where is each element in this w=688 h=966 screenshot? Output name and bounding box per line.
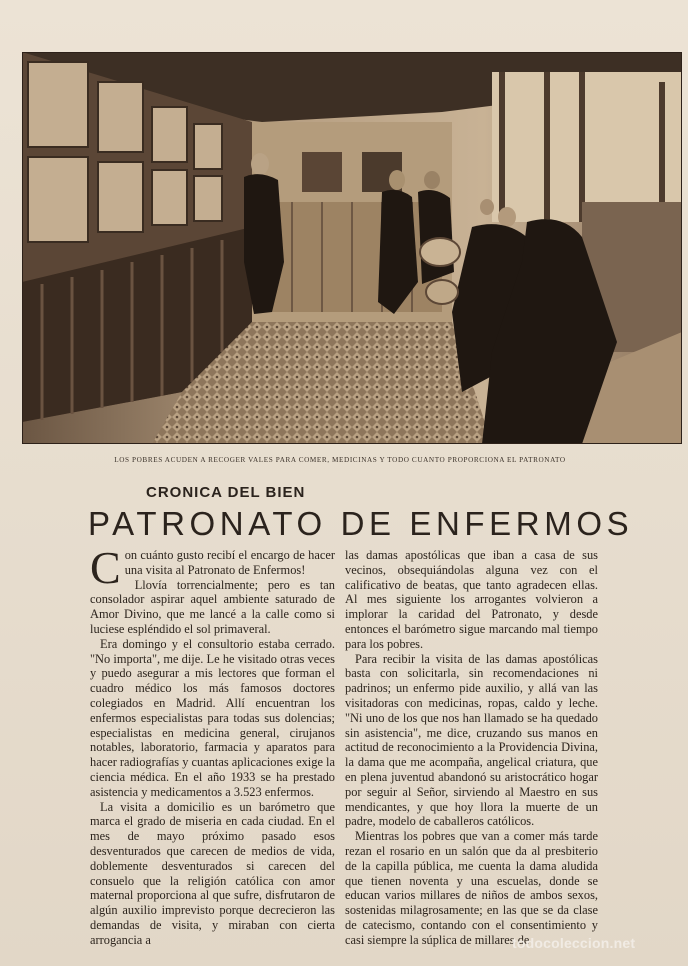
article-column-left: [90, 542, 335, 948]
article-headline: PATRONATO DE ENFERMOS: [88, 505, 634, 542]
sepia-photograph: [22, 52, 682, 444]
watermark: todocoleccion.net: [512, 935, 636, 951]
article-paragraph: las damas apostólicas que iban a casa de sus vecinos, obsequiándolas alguna vez con el calificativo de beatas, que tanto agradecen ellas. Al mes siguiente los arrogantes volvieron a implorar la caridad del Patronato, y desde entonces el barómetro sigue marcando mal tiempo para los pobres.: [345, 548, 598, 651]
article-paragraph: Llovía torrencialmente; pero es tan consolador aspirar aquel ambiente saturado de Amor Divino, que me lancé a la calle como si luciese espléndido el sol primaveral.: [90, 577, 335, 636]
article-column-right: [345, 548, 598, 948]
article-paragraph: Para recibir la visita de las damas apostólicas basta con solicitarla, sin recomendaciones ni padrinos; un enfermo pide auxilio, y allá van las visitadoras con medicinas, ropas, caldo y leche. "Ni uno de los que nos han llamado se ha quedado sin asistencia", me dice, cruzando sus manos en actitud de reconocimiento a la Providencia Divina, la dama que me acompaña, angelical criatura, que en plena juventud abandonó su aristocrático hogar por seguir al Señor, sirviendo al Maestro en sus mendicantes, y que hoy llora la muerte de un padre, modelo de caballeros católicos.: [345, 651, 598, 829]
section-kicker: CRONICA DEL BIEN: [146, 484, 306, 501]
article-paragraph: Mientras los pobres que van a comer más tarde rezan el rosario en un salón que da al presbiterio de la capilla pública, me cuenta la dama aludida que tienen noventa y una escuelas, donde se educan varios millares de niños de ambos sexos, sostenidas milagrosamente; en las que se da clase de catecismo, contando con el consentimiento y casi siempre la súplica de millares de: [345, 829, 598, 947]
drop-cap: C: [90, 542, 121, 593]
article-paragraph: La visita a domicilio es un barómetro que marca el grado de miseria en cada ciudad. En el mes de mayo próximo pasado esos desventurados que carecen de medios de vida, doblemente desventurados si carecen del consuelo que la religión católica con amor maternal proporciona al que sufre, disfrutaron de algún auxilio imprevisto porque decrecieron las demandas de visita, y miraban con cierta arrogancia a: [90, 799, 335, 947]
photo-illustration: [22, 52, 682, 444]
photo-caption: LOS POBRES ACUDEN A RECOGER VALES PARA COMER, MEDICINAS Y TODO CUANTO PROPORCIONA EL PATRONATO: [114, 456, 566, 464]
article-paragraph: Con cuánto gusto recibí el encargo de hacer una visita al Patronato de Enfermos!: [90, 542, 335, 593]
article-paragraph: Era domingo y el consultorio estaba cerrado. "No importa", me dije. Le he visitado otras veces y puedo asegurar a mis lectores que forman el cuadro médico los más famosos doctores colegiados en Madrid. Allí encuentran los enfermos especialistas para todas sus dolencias; especialistas en medicina general, cirujanos notables, laboratorio, farmacia y aparatos para hacer radiografías y cuantas aplicaciones exige la ciencia médica. En el año 1933 se ha prestado asistencia y medicamentos a 3.523 enfermos.: [90, 636, 335, 799]
